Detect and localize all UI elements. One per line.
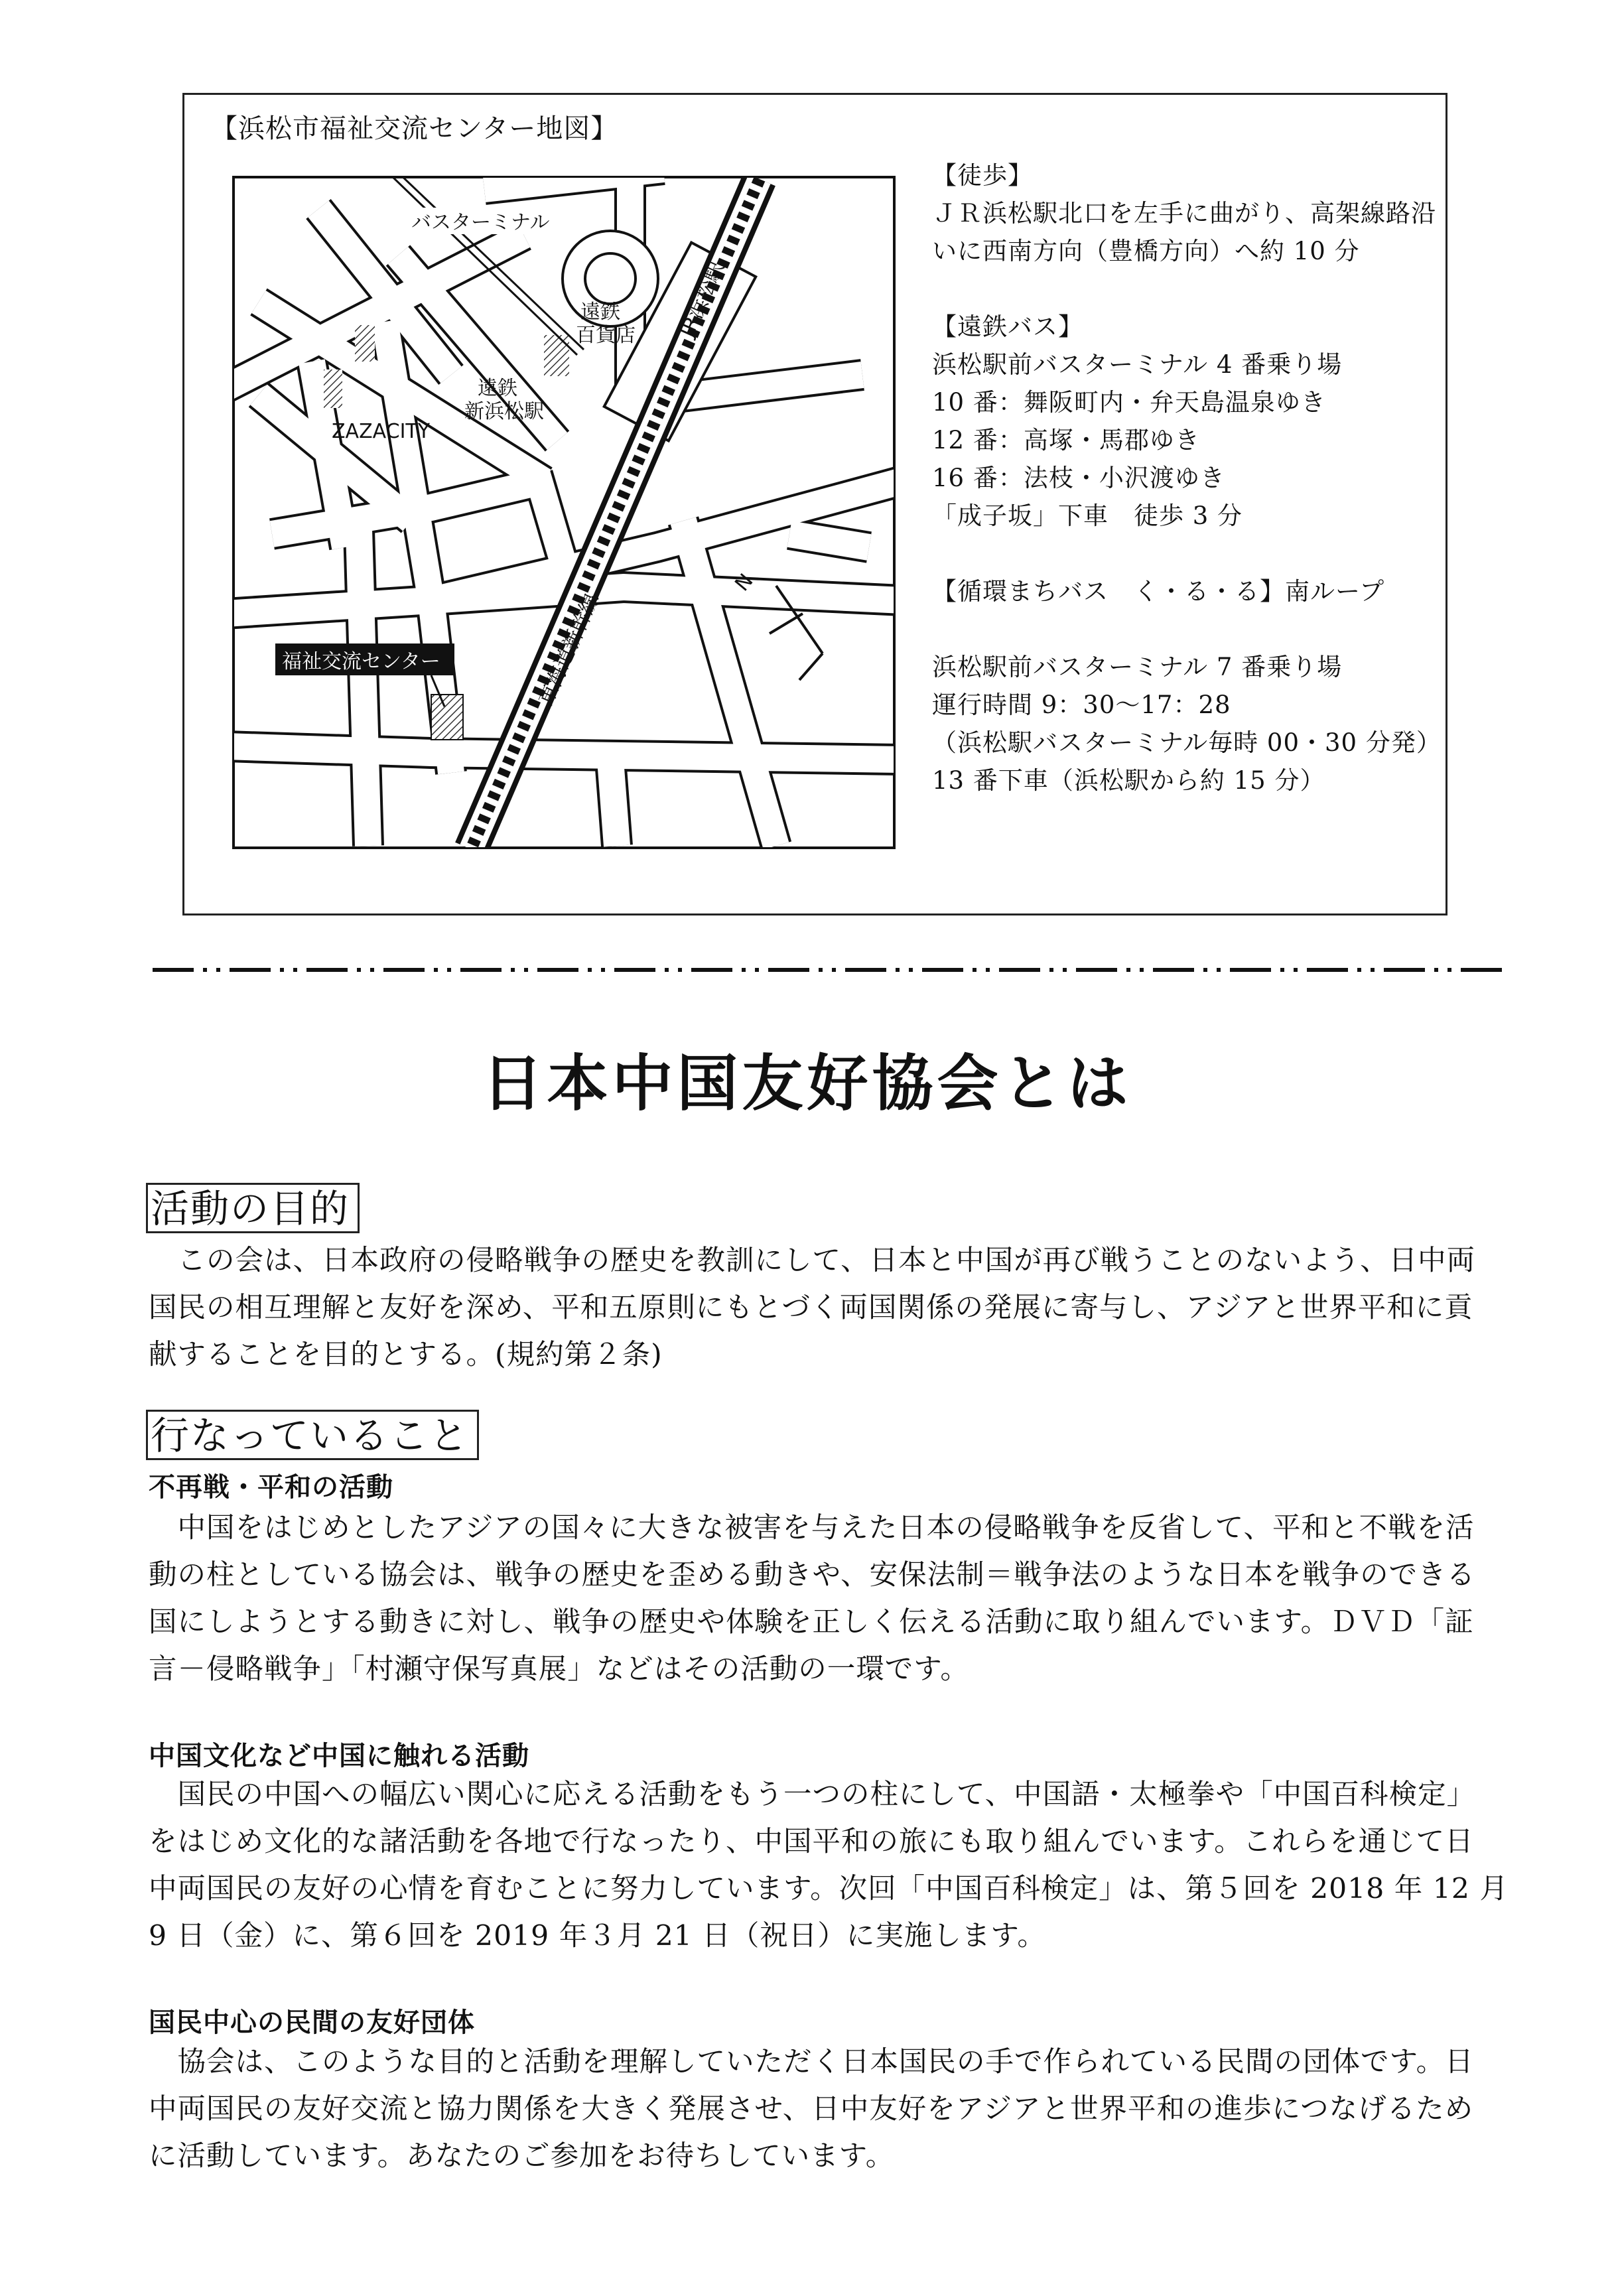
civil-org-paragraph — [149, 2039, 1499, 2180]
access-line: 「成子坂」下車 徒歩 3 分 — [932, 502, 1243, 530]
access-info — [932, 157, 1442, 799]
sub-heading-peace: 不再戦・平和の活動 — [149, 1472, 393, 1503]
paragraph-line: 協会は、このような目的と活動を理解していただく日本国民の手で作られている民間の団体です。日 — [149, 2046, 1474, 2078]
paragraph-line: 中両国民の友好交流と協力関係を大きく発展させ、日中友好をアジアと世界平和の進歩につなげるため — [149, 2093, 1474, 2126]
access-line: 【遠鉄バス】 — [932, 312, 1083, 341]
access-line — [932, 535, 1436, 573]
access-line: （浜松駅バスターミナル毎時 00・30 分発） — [932, 728, 1442, 757]
shin-hamamatsu-label-2: 新浜松駅 — [464, 400, 544, 423]
page-title: 日本中国友好協会とは — [482, 1048, 1132, 1119]
peace-paragraph — [149, 1505, 1499, 1693]
access-line: 【徒歩】 — [932, 161, 1033, 190]
sub-heading-civil-org: 国民中心の民間の友好団体 — [149, 2007, 475, 2038]
culture-paragraph — [149, 1771, 1509, 1960]
entetsu-dept-label-1: 遠鉄 — [580, 301, 620, 324]
section-heading-activities: 行なっていること — [146, 1410, 479, 1460]
paragraph-line: 9 日（金）に、第６回を 2019 年３月 21 日（祝日）に実施します。 — [149, 1920, 1046, 1952]
bus-terminal-label: バスターミナル — [411, 211, 550, 234]
access-line: 運行時間 9：30～17：28 — [932, 691, 1231, 719]
access-line: 10 番：舞阪町内・弁天島温泉ゆき — [932, 388, 1326, 417]
map-title: 【浜松市福祉交流センター地図】 — [211, 113, 618, 144]
shin-hamamatsu-label-1: 遠鉄 — [478, 377, 517, 400]
paragraph-line: 中両国民の友好の心情を育むことに努力しています。次回「中国百科検定」は、第５回を 2018 年 12 月 — [149, 1873, 1509, 1905]
access-line: 13 番下車（浜松駅から約 15 分） — [932, 766, 1325, 795]
access-line: 浜松駅前バスターミナル 4 番乗り場 — [932, 350, 1343, 379]
access-line — [932, 610, 1436, 648]
fukushi-center-label: 福祉交流センター — [282, 650, 440, 673]
paragraph-line: をはじめ文化的な諸活動を各地で行なったり、中国平和の旅にも取り組んでいます。これらを通じて日 — [149, 1826, 1474, 1858]
paragraph-line: この会は、日本政府の侵略戦争の歴史を教訓にして、日本と中国が再び戦うことのないよう、日中両 — [149, 1245, 1476, 1277]
access-line: ＪＲ浜松駅北口を左手に曲がり、高架線路沿 — [932, 199, 1436, 228]
zazacity-building-1 — [324, 370, 342, 408]
entetsu-dept-label-2: 百貨店 — [576, 324, 636, 347]
access-line: 12 番：高塚・馬郡ゆき — [932, 426, 1200, 454]
paragraph-line: 献することを目的とする。(規約第２条) — [149, 1339, 663, 1371]
north-mark-label: N — [730, 569, 758, 596]
paragraph-line: 国民の相互理解と友好を深め、平和五原則にもとづく両国関係の発展に寄与し、アジアと世界平和に貢 — [149, 1292, 1473, 1324]
paragraph-line: 動の柱としている協会は、戦争の歴史を歪める動きや、安保法制＝戦争法のような日本を戦争のできる — [149, 1559, 1476, 1591]
access-line: 【循環まちバス く・る・る】南ループ — [932, 577, 1385, 606]
section-heading-purpose: 活動の目的 — [146, 1183, 360, 1233]
purpose-paragraph — [149, 1237, 1499, 1379]
area-map — [232, 176, 896, 849]
access-line: いに西南方向（豊橋方向）へ約 10 分 — [932, 237, 1360, 265]
shinkansen-label: 東海道新幹線 — [534, 590, 604, 709]
jr-station-label: JR浜松駅 — [675, 258, 729, 341]
paragraph-line: 国民の中国への幅広い関心に応える活動をもう一つの柱にして、中国語・太極拳や「中国百科検定」 — [149, 1779, 1476, 1811]
zazacity-building-2 — [355, 325, 375, 362]
entetsu-dept-building — [544, 335, 569, 376]
paragraph-line: 国にしようとする動きに対し、戦争の歴史や体験を正しく伝える活動に取り組んでいます。ＤＶＤ「証 — [149, 1606, 1474, 1639]
cut-line-divider — [153, 967, 1506, 973]
paragraph-line: 中国をはじめとしたアジアの国々に大きな被害を与えた日本の侵略戦争を反省して、平和と不戦を活 — [149, 1512, 1475, 1544]
fukushi-center-building — [431, 695, 463, 740]
access-line: 浜松駅前バスターミナル 7 番乗り場 — [932, 653, 1343, 681]
access-line: 16 番：法枝・小沢渡ゆき — [932, 464, 1225, 492]
zazacity-label: ZAZACITY — [332, 420, 431, 443]
paragraph-line: に活動しています。あなたのご参加をお待ちしています。 — [149, 2140, 895, 2173]
access-line — [932, 270, 1436, 308]
sub-heading-culture: 中国文化など中国に触れる活動 — [149, 1741, 529, 1771]
paragraph-line: 言－侵略戦争」「村瀬守保写真展」などはその活動の一環です。 — [149, 1653, 969, 1686]
